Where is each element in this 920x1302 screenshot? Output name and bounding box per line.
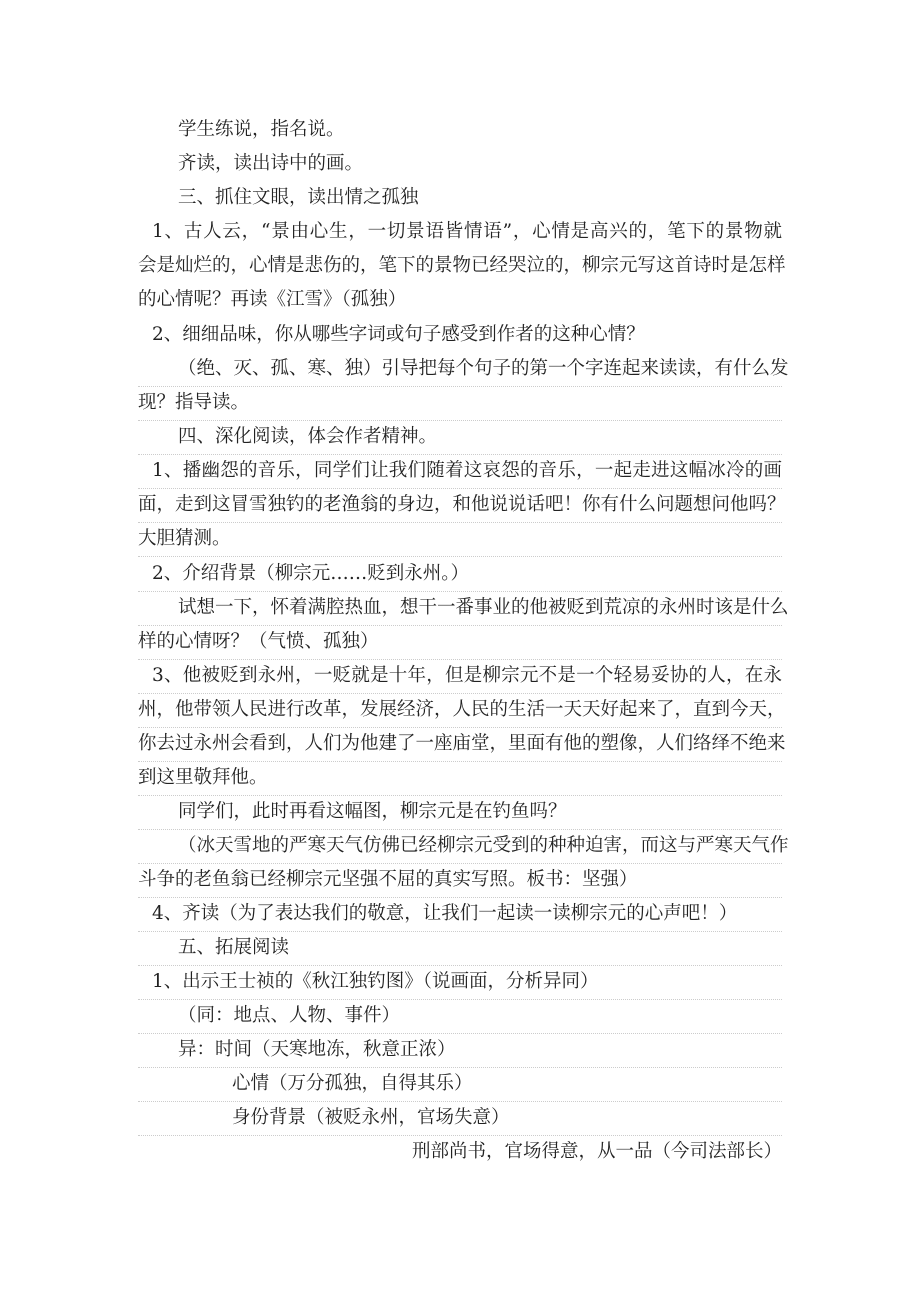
text-line: 心情（万分孤独，自得其乐） xyxy=(138,1067,782,1102)
text-line: （冰天雪地的严寒天气仿佛已经柳宗元受到的种种迫害，而这与严寒天气作 xyxy=(138,829,782,864)
text-line: 1、古人云，“景由心生，一切景语皆情语”，心情是高兴的，笔下的景物就 xyxy=(152,221,782,242)
text-line: 你去过永州会看到，人们为他建了一座庙堂，里面有他的塑像，人们络绎不绝来 xyxy=(138,727,782,762)
text-line: 4、齐读（为了表达我们的敬意，让我们一起读一读柳宗元的心声吧！） xyxy=(138,897,782,932)
text-line: 到这里敬拜他。 xyxy=(138,761,782,796)
text-line: （同：地点、人物、事件） xyxy=(138,999,782,1034)
text-line: 现？指导读。 xyxy=(138,386,782,421)
section-heading: 四、深化阅读，体会作者精神。 xyxy=(138,420,782,455)
text-line: 刑部尚书，官场得意，从一品（今司法部长） xyxy=(411,1141,782,1162)
text-line: 2、介绍背景（柳宗元……贬到永州。） xyxy=(138,557,782,592)
text-line: 会是灿烂的，心情是悲伤的，笔下的景物已经哭泣的，柳宗元写这首诗时是怎样 xyxy=(138,255,786,276)
section-heading: 三、抓住文眼，读出情之孤独 xyxy=(178,187,419,208)
text-line: 面，走到这冒雪独钓的老渔翁的身边，和他说说话吧！你有什么问题想问他吗？ xyxy=(138,488,782,523)
text-line: 样的心情呀？（气愤、孤独） xyxy=(138,625,782,660)
text-line: 1、播幽怨的音乐，同学们让我们随着这哀怨的音乐，一起走进这幅冰冷的画 xyxy=(138,454,782,489)
text-line: 身份背景（被贬永州，官场失意） xyxy=(138,1101,782,1136)
text-line: （绝、灭、孤、寒、独）引导把每个句子的第一个字连起来读读，有什么发 xyxy=(138,352,782,387)
text-line: 1、出示王士祯的《秋江独钓图》（说画面，分析异同） xyxy=(138,965,782,1000)
text-line: 2、细细品味，你从哪些字词或句子感受到作者的这种心情？ xyxy=(152,324,645,345)
text-line: 大胆猜测。 xyxy=(138,522,782,557)
text-line: 的心情呢？再读《江雪》（孤独） xyxy=(138,289,407,310)
text-line: 州，他带领人民进行改革，发展经济，人民的生活一天天好起来了，直到今天， xyxy=(138,693,782,728)
text-line: 异：时间（天寒地冻，秋意正浓） xyxy=(138,1033,782,1068)
section-heading: 五、拓展阅读 xyxy=(138,931,782,966)
text-line: 同学们，此时再看这幅图，柳宗元是在钓鱼吗？ xyxy=(138,795,782,830)
text-line: 3、他被贬到永州，一贬就是十年，但是柳宗元不是一个轻易妥协的人，在永 xyxy=(138,659,782,694)
text-line: 齐读，读出诗中的画。 xyxy=(178,153,364,174)
text-line: 学生练说，指名说。 xyxy=(178,119,345,140)
text-line: 试想一下，怀着满腔热血，想干一番事业的他被贬到荒凉的永州时该是什么 xyxy=(138,591,782,626)
text-line: 斗争的老鱼翁已经柳宗元坚强不屈的真实写照。板书：坚强） xyxy=(138,863,782,898)
